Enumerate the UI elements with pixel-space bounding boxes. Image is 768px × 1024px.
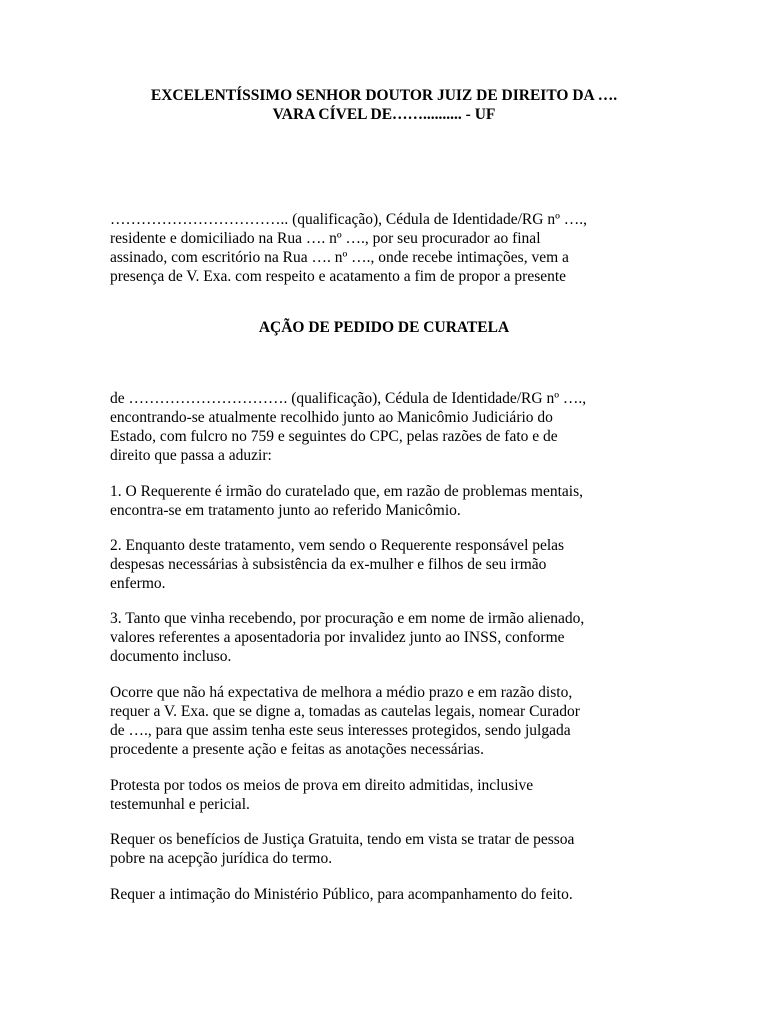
text-line: Requer a intimação do Ministério Público, para acompanhamento do feito. bbox=[110, 886, 573, 903]
item-1-paragraph bbox=[110, 482, 670, 520]
text-line: 1. O Requerente é irmão do curatelado que, em razão de problemas mentais, bbox=[110, 483, 583, 500]
request-paragraph bbox=[110, 683, 670, 759]
text-line: 2. Enquanto deste tratamento, vem sendo o Requerente responsável pelas bbox=[110, 537, 565, 554]
text-line: de …………………………. (qualificação), Cédula de Identidade/RG nº …., bbox=[110, 390, 587, 407]
free-justice-paragraph bbox=[110, 830, 670, 868]
party-paragraph bbox=[110, 389, 670, 465]
text-line: pobre na acepção jurídica do termo. bbox=[110, 850, 333, 867]
text-line: residente e domiciliado na Rua …. nº …., por seu procurador ao final bbox=[110, 230, 541, 247]
text-line: encontra-se em tratamento junto ao referido Manicômio. bbox=[110, 502, 461, 519]
text-line: 3. Tanto que vinha recebendo, por procuração e em nome de irmão alienado, bbox=[110, 610, 585, 627]
court-address-heading bbox=[110, 86, 658, 124]
text-line: valores referentes a aposentadoria por invalidez junto ao INSS, conforme bbox=[110, 629, 565, 646]
text-line: …………………………….. (qualificação), Cédula de Identidade/RG nº …., bbox=[110, 211, 588, 228]
text-line: de …., para que assim tenha este seus interesses protegidos, sendo julgada bbox=[110, 722, 571, 739]
text-line: Ocorre que não há expectativa de melhora a médio prazo e em razão disto, bbox=[110, 684, 573, 701]
intro-paragraph bbox=[110, 210, 670, 286]
text-line: enfermo. bbox=[110, 575, 166, 592]
text-line: assinado, com escritório na Rua …. nº …., onde recebe intimações, vem a bbox=[110, 249, 569, 266]
text-line: procedente a presente ação e feitas as anotações necessárias. bbox=[110, 741, 484, 758]
item-2-paragraph bbox=[110, 536, 670, 593]
item-3-paragraph bbox=[110, 609, 670, 666]
heading-line: EXCELENTÍSSIMO SENHOR DOUTOR JUIZ DE DIREITO DA …. bbox=[150, 87, 618, 104]
text-line: requer a V. Exa. que se digne a, tomadas as cautelas legais, nomear Curador bbox=[110, 703, 580, 720]
text-line: Protesta por todos os meios de prova em direito admitidas, inclusive bbox=[110, 777, 534, 794]
text-line: Estado, com fulcro no 759 e seguintes do CPC, pelas razões de fato e de bbox=[110, 428, 558, 445]
text-line: despesas necessárias à subsistência da ex-mulher e filhos de seu irmão bbox=[110, 556, 547, 573]
text-line: documento incluso. bbox=[110, 648, 232, 665]
public-ministry-paragraph bbox=[110, 885, 670, 904]
heading-line: VARA CÍVEL DE…….......... - UF bbox=[272, 106, 496, 123]
text-line: presença de V. Exa. com respeito e acatamento a fim de propor a presente bbox=[110, 268, 567, 285]
evidence-paragraph bbox=[110, 776, 670, 814]
text-line: Requer os benefícios de Justiça Gratuita, tendo em vista se tratar de pessoa bbox=[110, 831, 575, 848]
text-line: encontrando-se atualmente recolhido junto ao Manicômio Judiciário do bbox=[110, 409, 553, 426]
text-line: testemunhal e pericial. bbox=[110, 796, 250, 813]
text-line: direito que passa a aduzir: bbox=[110, 447, 272, 464]
action-title: AÇÃO DE PEDIDO DE CURATELA bbox=[258, 319, 510, 336]
